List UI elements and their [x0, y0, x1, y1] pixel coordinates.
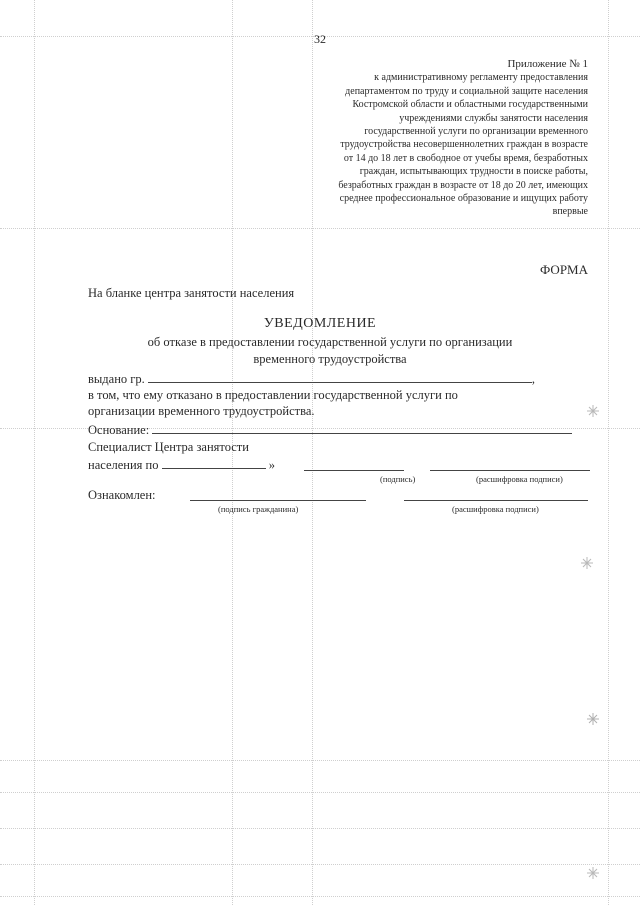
scan-speck-icon	[586, 866, 600, 880]
signature-decode-line[interactable]	[430, 470, 590, 471]
appendix-line: граждан, испытывающих трудности в поиске работы,	[359, 166, 588, 178]
acquainted-label: Ознакомлен:	[88, 488, 156, 502]
appendix-line: государственной услуги по организации временного	[364, 126, 588, 138]
specialist-field[interactable]	[162, 456, 266, 469]
issued-to-row	[88, 370, 535, 387]
appendix-line: среднее профессиональное образование и ищущих работу	[339, 193, 588, 205]
appendix-line: впервые	[552, 206, 588, 218]
signature-caption: (подпись)	[380, 474, 416, 484]
notice-heading: УВЕДОМЛЕНИЕ	[263, 316, 377, 331]
appendix-line: безработных граждан в возрасте от 18 до 20 лет, имеющих	[338, 179, 588, 191]
issued-to-end: ,	[531, 372, 536, 386]
signature-line[interactable]	[304, 470, 404, 471]
notice-subheading-line: временного трудоустройства	[253, 352, 407, 366]
notice-subheading	[80, 334, 580, 368]
appendix-line: департаментом по труду и социальной защите населения	[345, 85, 588, 97]
notice-subheading-line: об отказе в предоставлении государственной услуги по организации	[147, 335, 513, 349]
letterhead-note: На бланке центра занятости населения	[88, 286, 295, 300]
issued-to-field[interactable]	[148, 370, 532, 383]
page-number: 32	[314, 32, 326, 46]
basis-row	[88, 421, 572, 438]
appendix-line: к административному регламенту предоставления	[374, 72, 588, 84]
appendix-line: трудоустройства несовершеннолетних граждан в возрасте	[340, 139, 588, 151]
appendix-line: Костромской области и областными государственными	[352, 99, 588, 111]
basis-field[interactable]	[152, 421, 572, 434]
appendix-line: учреждениями службы занятости населения	[399, 112, 588, 124]
form-label: ФОРМА	[540, 262, 588, 277]
appendix-header	[248, 58, 588, 219]
basis-label: Основание:	[88, 423, 150, 437]
scan-speck-icon	[580, 556, 594, 570]
citizen-decode-caption: (расшифровка подписи)	[452, 504, 539, 514]
specialist-label: населения по	[88, 458, 159, 472]
citizen-signature-line[interactable]	[190, 500, 366, 501]
appendix-line: от 14 до 18 лет в свободное от учебы время, безработных	[343, 152, 588, 164]
body-text-line: организации временного трудоустройства.	[88, 404, 315, 418]
scan-speck-icon	[586, 712, 600, 726]
specialist-quote: »	[268, 458, 275, 472]
citizen-decode-line[interactable]	[404, 500, 588, 501]
appendix-title: Приложение № 1	[507, 58, 588, 70]
signature-decode-caption: (расшифровка подписи)	[476, 474, 563, 484]
specialist-title: Специалист Центра занятости	[88, 440, 249, 454]
scan-speck-icon	[586, 404, 600, 418]
issued-to-label: выдано гр.	[88, 372, 145, 386]
body-text-line: в том, что ему отказано в предоставлении государственной услуги по	[88, 388, 458, 402]
specialist-row	[88, 456, 275, 473]
citizen-signature-caption: (подпись гражданина)	[218, 504, 299, 514]
body-text	[88, 387, 588, 419]
